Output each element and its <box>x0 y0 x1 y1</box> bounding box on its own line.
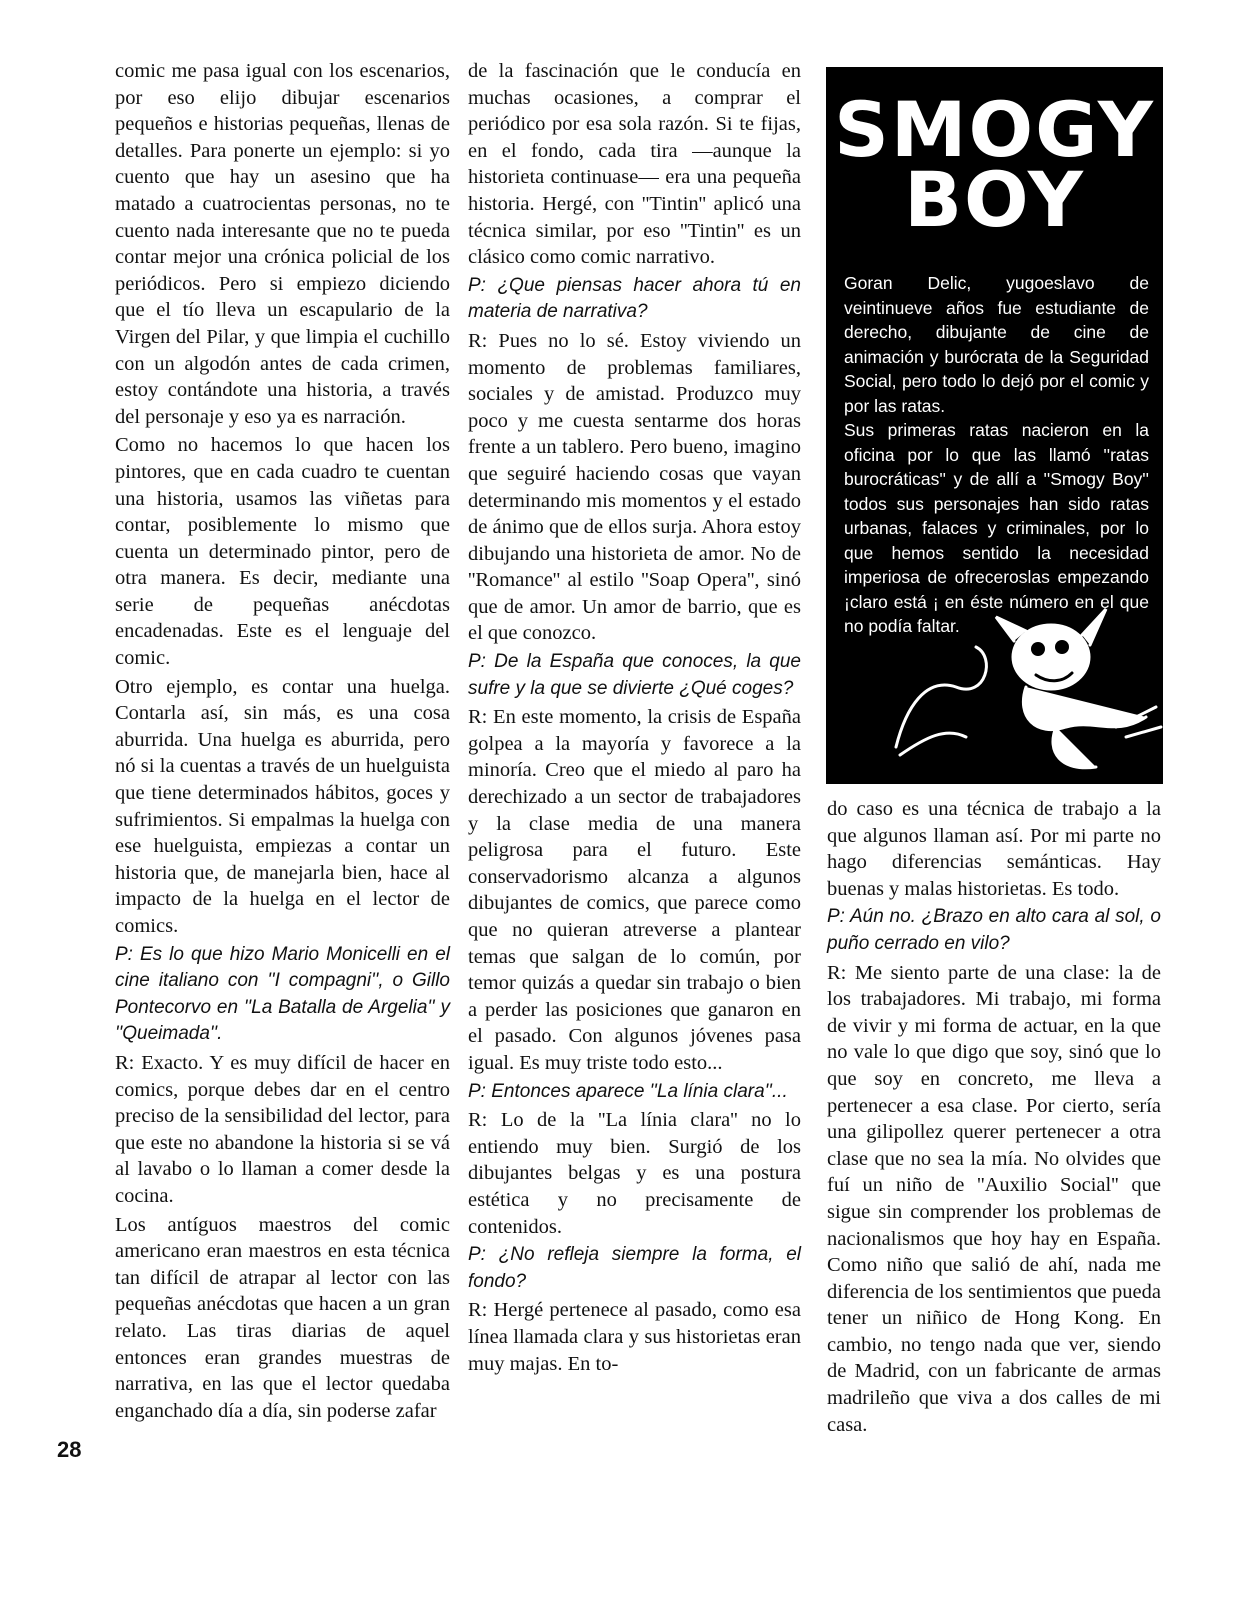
interview-question: P: De la España que conoces, la que sufre y la que se divierte ¿Qué coges? <box>468 651 801 699</box>
body-paragraph: R: Me siento parte de una clase: la de los trabajadores. Mi trabajo, mi forma de vivir y mi forma de actuar, en la que no vale lo que digo que soy, sinó que lo que soy en concreto, me lleva a pertenecer a esa clase. Por cierto, sería una gilipollez querer pertenecer a otra clase que no sea la mía. No olvides que fuí un niño de ''Auxilio Social'' que sigue sin comprender los problemas de nacionalismos que hoy hay en España. Como niño que salió de ahí, nada me diferencia de los sentimientos que pueda tener un niñico de Hong Kong. En cambio, no tengo nada que ver, siendo de Madrid, con un fabricante de armas madrileño que viva a dos calles de mi casa. <box>827 961 1161 1436</box>
body-paragraph: Como no hacemos lo que hacen los pintores, que en cada cuadro te cuentan una historia, usamos las viñetas para contar, posiblemente lo mismo que cuenta un determinado pintor, pero de otra manera. Es decir, mediante una serie de pequeñas anécdotas encadenadas. Este es el lenguaje del comic. <box>115 434 450 670</box>
sidebar-paragraph: Goran Delic, yugoeslavo de veintinueve años fue estudiante de derecho, dibujante de cine de animación y burócrata de la Seguridad Social, pero todo lo dejó por el comic y por las ratas. <box>844 273 1149 416</box>
page-number: 28 <box>57 1437 82 1462</box>
sidebar-title-line2: BOY <box>904 155 1085 244</box>
body-paragraph: Los antíguos maestros del comic americano eran maestros en esta técnica tan difícil de atrapar al lector con las pequeñas anécdotas que hacen a un gran relato. Las tiras diarias de aquel entonces eran grandes muestras de narrativa, en las que el lector quedaba enganchado día a día, sin poderse zafar <box>115 1213 450 1422</box>
body-paragraph: comic me pasa igual con los escenarios, por eso elijo dibujar escenarios pequeños e historias pequeñas, llenas de detalles. Para ponerte un ejemplo: si yo cuento que hay un asesino que ha matado a cuatrocientas personas, no te cuento nada interesante que no te pueda contar mejor una crónica policial de los periódicos. Pero si empiezo diciendo que el tío lleva un escapulario de la Virgen del Pilar, y que limpia el cuchillo con un algodón antes de cada crimen, estoy contándote una historia, a través del personaje y eso ya es narración. <box>115 60 450 428</box>
text-column-2 <box>468 58 801 1379</box>
body-paragraph: Otro ejemplo, es contar una huelga. Contarla así, sin más, es una cosa aburrida. Una huelga es aburrida, pero nó si la cuentas a través de un huelguista que tiene determinados hábitos, goces y sufrimientos. Si empalmas la huelga con ese huelguista, empiezas a contar un historia que, de manejarla bien, hace al impacto de la huelga en el lector de comics. <box>115 675 450 937</box>
body-paragraph: de la fascinación que le conducía en muchas ocasiones, a comprar el periódico por esa sola razón. Si te fijas, en el fondo, cada tira —aunque la historieta continuase— era una pequeña historia. Hergé, con ''Tintin'' aplicó una técnica similar, por eso ''Tintin'' es un clásico como comic narrativo. <box>468 60 801 269</box>
text-column-1 <box>115 58 450 1426</box>
interview-question: P: ¿No refleja siempre la forma, el fondo? <box>468 1244 801 1292</box>
interview-question: P: Entonces aparece ''La línia clara''... <box>468 1080 788 1102</box>
body-paragraph: R: Hergé pertenece al pasado, como esa línea llamada clara y sus historietas eran muy majas. En to- <box>468 1299 801 1375</box>
interview-question: P: Es lo que hizo Mario Monicelli en el cine italiano con ''I compagni'', o Gillo Pontecorvo en ''La Batalla de Argelia'' y ''Queimada''. <box>115 943 450 1045</box>
sidebar-paragraph: Sus primeras ratas nacieron en la oficina por lo que las llamó ''ratas burocráticas'' y de allí a ''Smogy Boy'' todos sus personajes han sido ratas urbanas, falaces y criminales, por lo que hemos sentido la necesidad imperiosa de ofreceroslas empezando ¡claro está ¡ en éste número en el que no podía faltar. <box>844 420 1149 636</box>
interview-question: P: Aún no. ¿Brazo en alto cara al sol, o puño cerrado en vilo? <box>827 906 1161 954</box>
sidebar-body <box>844 271 1149 639</box>
body-paragraph: do caso es una técnica de trabajo a la que algunos llaman así. Por mi parte no hago diferencias semánticas. Hay buenas y malas historietas. Es todo. <box>827 798 1161 900</box>
rat-illustration <box>886 587 1163 784</box>
interview-question: P: ¿Que piensas hacer ahora tú en materia de narrativa? <box>468 274 801 323</box>
body-paragraph: R: Lo de la ''La línia clara'' no lo entiendo muy bien. Surgió de los dibujantes belgas y es una postura estética y no precisamente de contenidos. <box>468 1109 801 1238</box>
sidebar-title <box>826 85 1163 244</box>
sidebar-title-line1: SMOGY <box>834 85 1155 174</box>
body-paragraph: R: En este momento, la crisis de España golpea a la mayoría y favorece a la minoría. Creo que el miedo al paro ha derechizado a un sector de trabajadores y la clase media de una manera peligrosa para el futuro. Este conservadorismo alcanza a algunos dibujantes de comics, que parece como que no quieran atreverse a plantear temas que salgan de lo común, por temor quizás a quedar sin trabajo o bien a perder las posiciones que ganaron en el pasado. Con algunos jóvenes pasa igual. Es muy triste todo esto... <box>468 706 801 1074</box>
body-paragraph: R: Pues no lo sé. Estoy viviendo un momento de problemas familiares, sociales y de amistad. Produzco muy poco y me cuesta sentarme dos horas frente a un tablero. Pero bueno, imagino que seguiré haciendo cosas que vayan determinando mis momentos y el estado de ánimo que de ellos surja. Ahora estoy dibujando una historieta de amor. No de ''Romance'' al estilo ''Soap Opera'', sinó que de amor. Un amor de barrio, que es el que conozco. <box>468 329 801 645</box>
body-paragraph: R: Exacto. Y es muy difícil de hacer en comics, porque debes dar en el centro preciso de la sensibilidad del lector, para que este no abandone la historia si se vá al lavabo o lo llaman a comer desde la cocina. <box>115 1051 450 1207</box>
text-column-3 <box>827 796 1161 1440</box>
smogy-boy-sidebar <box>826 67 1163 784</box>
